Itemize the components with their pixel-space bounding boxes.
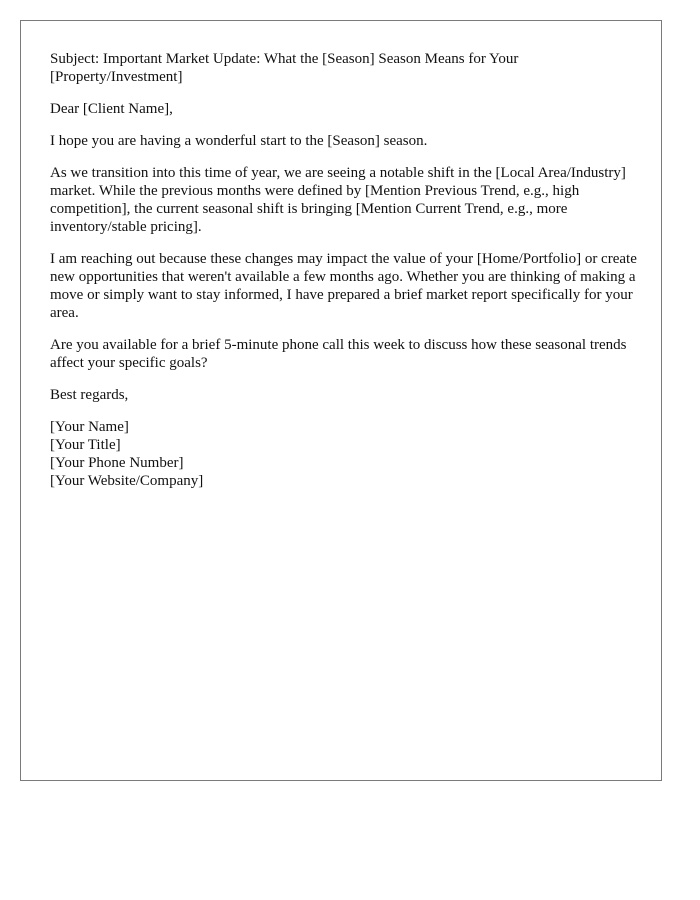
letter-greeting: Dear [Client Name], [50,101,173,117]
signature-title: [Your Title] [50,437,121,453]
letter-paragraph-2: As we transition into this time of year, we are seeing a notable shift in the [Local Area/Industry] market. While the previous months were defined by [Mention Previous Trend, e.g., high competition], the current seasonal shift is bringing [Mention Current Trend, e.g., more inventory/stable pricing]. [50,165,626,235]
letter-subject: Subject: Important Market Update: What the [Season] Season Means for Your [Property/Investment] [50,51,519,85]
signature-website: [Your Website/Company] [50,473,204,489]
letter-paragraph-4: Are you available for a brief 5-minute phone call this week to discuss how these seasonal trends affect your specific goals? [50,337,627,371]
letter-paragraph-1: I hope you are having a wonderful start to the [Season] season. [50,133,428,149]
signature-name: [Your Name] [50,419,129,435]
letter-paragraph-3: I am reaching out because these changes may impact the value of your [Home/Portfolio] or create new opportunities that weren't available a few months ago. Whether you are thinking of making a move or simply want to stay informed, I have prepared a brief market report specifically for your area. [50,251,637,321]
signature-phone: [Your Phone Number] [50,455,184,471]
signature-block [50,418,640,490]
letter-closing: Best regards, [50,387,129,403]
letter-body [50,50,640,490]
letter-page [20,20,662,781]
